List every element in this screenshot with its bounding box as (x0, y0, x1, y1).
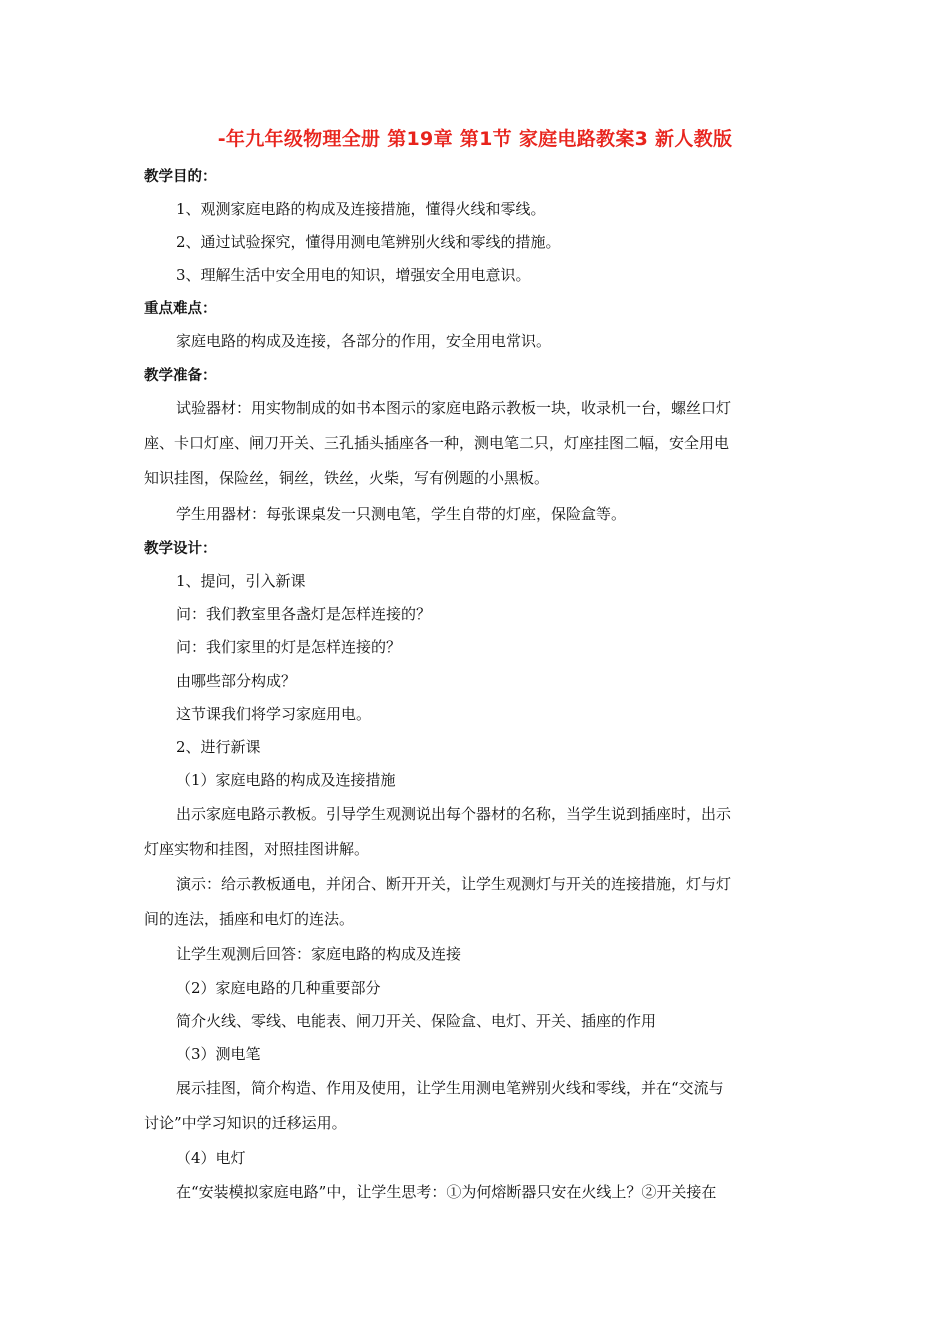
design-line: 由哪些部分构成？ (176, 672, 297, 690)
design-line: 出示家庭电路示教板。引导学生观测说出每个器材的名称，当学生说到插座时，出示 (176, 805, 732, 823)
equipment-line-2: 座、卡口灯座、闸刀开关、三孔插头插座各一种，测电笔二只，灯座挂图二幅，安全用电 (144, 434, 730, 452)
objective-item-3: 3、理解生活中安全用电的知识，增强安全用电意识。 (176, 266, 531, 284)
design-line: 1、提问，引入新课 (176, 572, 306, 590)
design-line: （1）家庭电路的构成及连接措施 (176, 771, 396, 789)
design-line: 问：我们家里的灯是怎样连接的？ (176, 638, 402, 656)
design-line: 灯座实物和挂图，对照挂图讲解。 (144, 840, 370, 858)
design-line: 这节课我们将学习家庭用电。 (176, 705, 372, 723)
key-points-heading: 重点难点： (144, 301, 217, 317)
design-line: 展示挂图，简介构造、作用及使用，让学生用测电笔辨别火线和零线，并在“交流与 (176, 1079, 724, 1097)
design-line: 简介火线、零线、电能表、闸刀开关、保险盒、电灯、开关、插座的作用 (176, 1012, 657, 1030)
design-line: 问：我们教室里各盏灯是怎样连接的？ (176, 605, 432, 623)
design-line: 在“安装模拟家庭电路”中，让学生思考：①为何熔断器只安在火线上？②开关接在 (176, 1183, 717, 1201)
design-line: 演示：给示教板通电，并闭合、断开开关，让学生观测灯与开关的连接措施，灯与灯 (176, 875, 732, 893)
design-line: （3）测电笔 (176, 1045, 261, 1063)
design-line: 讨论”中学习知识的迁移运用。 (144, 1114, 347, 1132)
equipment-line-1: 试验器材：用实物制成的如书本图示的家庭电路示教板一块，收录机一台，螺丝口灯 (176, 399, 732, 417)
design-line: 2、进行新课 (176, 738, 261, 756)
design-line: （4）电灯 (176, 1149, 246, 1167)
document-title: -年九年级物理全册 第19章 第1节 家庭电路教案3 新人教版 (217, 128, 733, 150)
preparation-heading: 教学准备： (144, 368, 217, 384)
objectives-heading: 教学目的： (144, 169, 217, 185)
design-line: 让学生观测后回答：家庭电路的构成及连接 (176, 945, 462, 963)
design-line: 间的连法，插座和电灯的连法。 (144, 910, 355, 928)
design-line: （2）家庭电路的几种重要部分 (176, 979, 381, 997)
key-points-text: 家庭电路的构成及连接，各部分的作用，安全用电常识。 (176, 332, 552, 350)
objective-item-1: 1、观测家庭电路的构成及连接措施，懂得火线和零线。 (176, 200, 546, 218)
objective-item-2: 2、通过试验探究，懂得用测电笔辨别火线和零线的措施。 (176, 233, 561, 251)
equipment-line-3: 知识挂图，保险丝，铜丝，铁丝，火柴，写有例题的小黑板。 (144, 469, 550, 487)
student-equipment: 学生用器材：每张课桌发一只测电笔，学生自带的灯座，保险盒等。 (176, 505, 627, 523)
design-heading: 教学设计： (144, 541, 217, 557)
